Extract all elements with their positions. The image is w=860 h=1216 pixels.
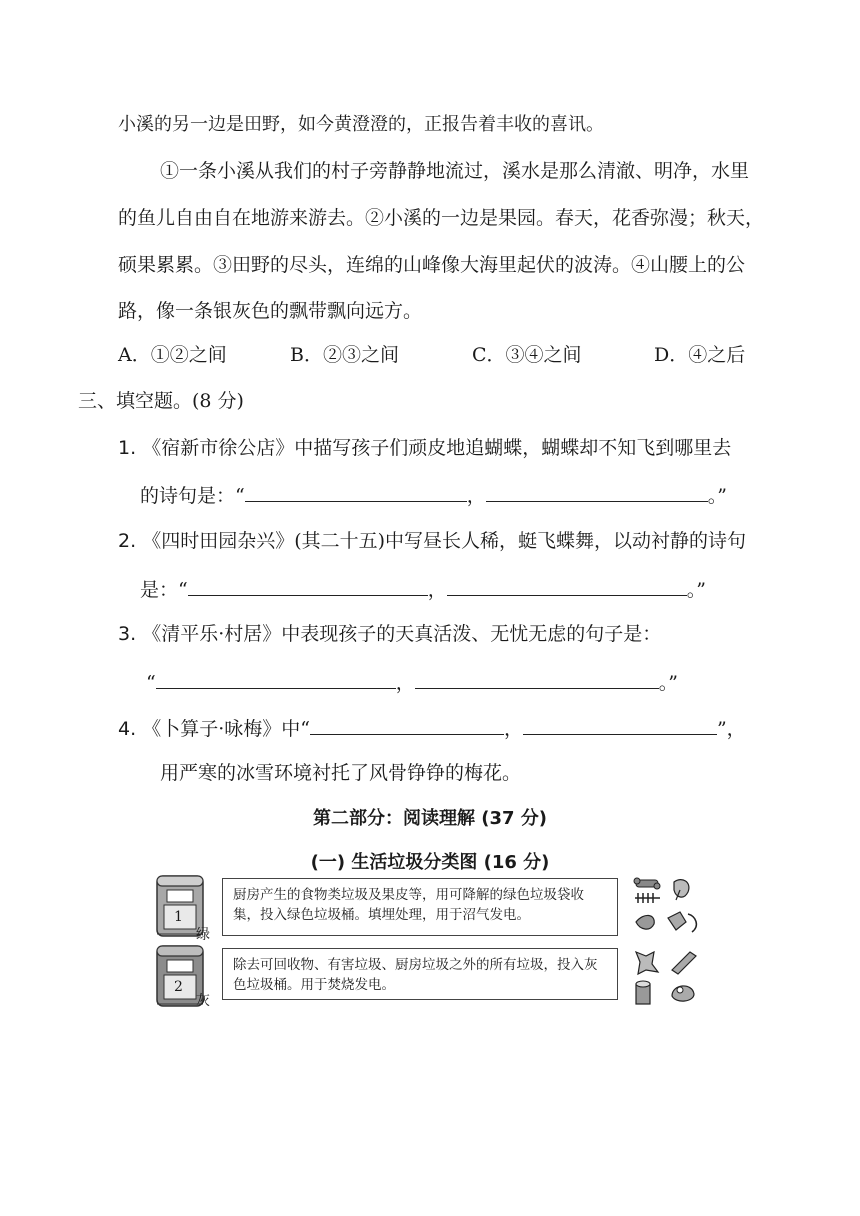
- answer-blank-2[interactable]: [415, 668, 659, 689]
- question-2: [118, 528, 746, 554]
- question-3-answer-line: [146, 668, 678, 696]
- food-waste-icon: [632, 876, 704, 940]
- bin-number-1: 1: [174, 909, 183, 925]
- option-b: B．②③之间: [290, 344, 399, 366]
- question-1: [118, 435, 731, 461]
- answer-sep: ，: [466, 485, 486, 507]
- passage-top-line: 小溪的另一边是田野，如今黄澄澄的，正报告着丰收的喜讯。: [118, 114, 604, 135]
- answer-blank-1[interactable]: [310, 714, 504, 735]
- question-2-answer-line: [140, 575, 706, 603]
- question-text: 《四时田园杂兴》(其二十五)中写昼长人稀，蜓飞蝶舞，以动衬静的诗句: [142, 530, 747, 552]
- question-number: 2.: [118, 530, 137, 552]
- question-3: [118, 621, 661, 647]
- answer-blank-2[interactable]: [523, 714, 717, 735]
- answer-prefix: 《卜算子·咏梅》中“: [142, 718, 310, 740]
- bin-number-2: 2: [174, 979, 183, 995]
- passage-line-4: 路，像一条银灰色的飘带飘向远方。: [118, 300, 423, 322]
- answer-prefix: 的诗句是：“: [140, 485, 245, 507]
- question-number: 3.: [118, 623, 137, 645]
- other-waste-icon: [632, 946, 704, 1008]
- question-text: 《清平乐·村居》中表现孩子的天真活泼、无忧无虑的句子是：: [142, 623, 662, 645]
- answer-sep: ，: [395, 672, 415, 694]
- answer-blank-2[interactable]: [447, 575, 687, 596]
- bin-color-label-1: 绿: [196, 927, 210, 943]
- answer-blank-1[interactable]: [156, 668, 396, 689]
- question-1-answer-line: [140, 481, 727, 509]
- bin-color-label-2: 灰: [196, 993, 210, 1009]
- question-text: 《宿新市徐公店》中描写孩子们顽皮地追蝴蝶，蝴蝶却不知飞到哪里去: [142, 437, 732, 459]
- passage-line-3: 硕果累累。③田野的尽头，连绵的山峰像大海里起伏的波涛。④山腰上的公: [118, 254, 746, 276]
- option-d: D．④之后: [654, 344, 746, 366]
- answer-prefix: 是：“: [140, 579, 188, 601]
- answer-end: 。”: [707, 485, 727, 507]
- passage-line-2: 的鱼儿自由自在地游来游去。②小溪的一边是果园。春天，花香弥漫；秋天，: [118, 207, 765, 229]
- passage-line-1: ①一条小溪从我们的村子旁静静地流过，溪水是那么清澈、明净，水里: [160, 160, 750, 182]
- question-number: 1.: [118, 437, 137, 459]
- question-number: 4.: [118, 718, 137, 740]
- answer-blank-1[interactable]: [188, 575, 428, 596]
- answer-sep: ，: [427, 579, 447, 601]
- bin-description-2: 除去可回收物、有害垃圾、厨房垃圾之外的所有垃圾，投入灰色垃圾桶。用于焚烧发电。: [222, 948, 618, 1000]
- answer-end: 。”: [658, 672, 678, 694]
- answer-blank-2[interactable]: [486, 481, 708, 502]
- answer-sep: ，: [503, 718, 523, 740]
- garbage-classification-figure: [150, 872, 710, 1012]
- question-4: [118, 714, 746, 742]
- bin-description-1: 厨房产生的食物类垃圾及果皮等，用可降解的绿色垃圾袋收集，投入绿色垃圾桶。填埋处理，用于沼气发电。: [222, 878, 618, 936]
- answer-end: ”，: [716, 718, 746, 740]
- option-a: A．①②之间: [118, 344, 227, 366]
- sub1-title: (一) 生活垃圾分类图 (16 分): [310, 852, 550, 873]
- answer-prefix: “: [146, 672, 156, 694]
- option-c: C．③④之间: [472, 344, 582, 366]
- section3-title: 三、填空题。(8 分): [78, 390, 244, 412]
- part2-title: 第二部分：阅读理解 (37 分): [312, 808, 548, 829]
- question-4-line-2: 用严寒的冰雪环境衬托了风骨铮铮的梅花。: [160, 762, 522, 784]
- answer-blank-1[interactable]: [245, 481, 467, 502]
- answer-end: 。”: [686, 579, 706, 601]
